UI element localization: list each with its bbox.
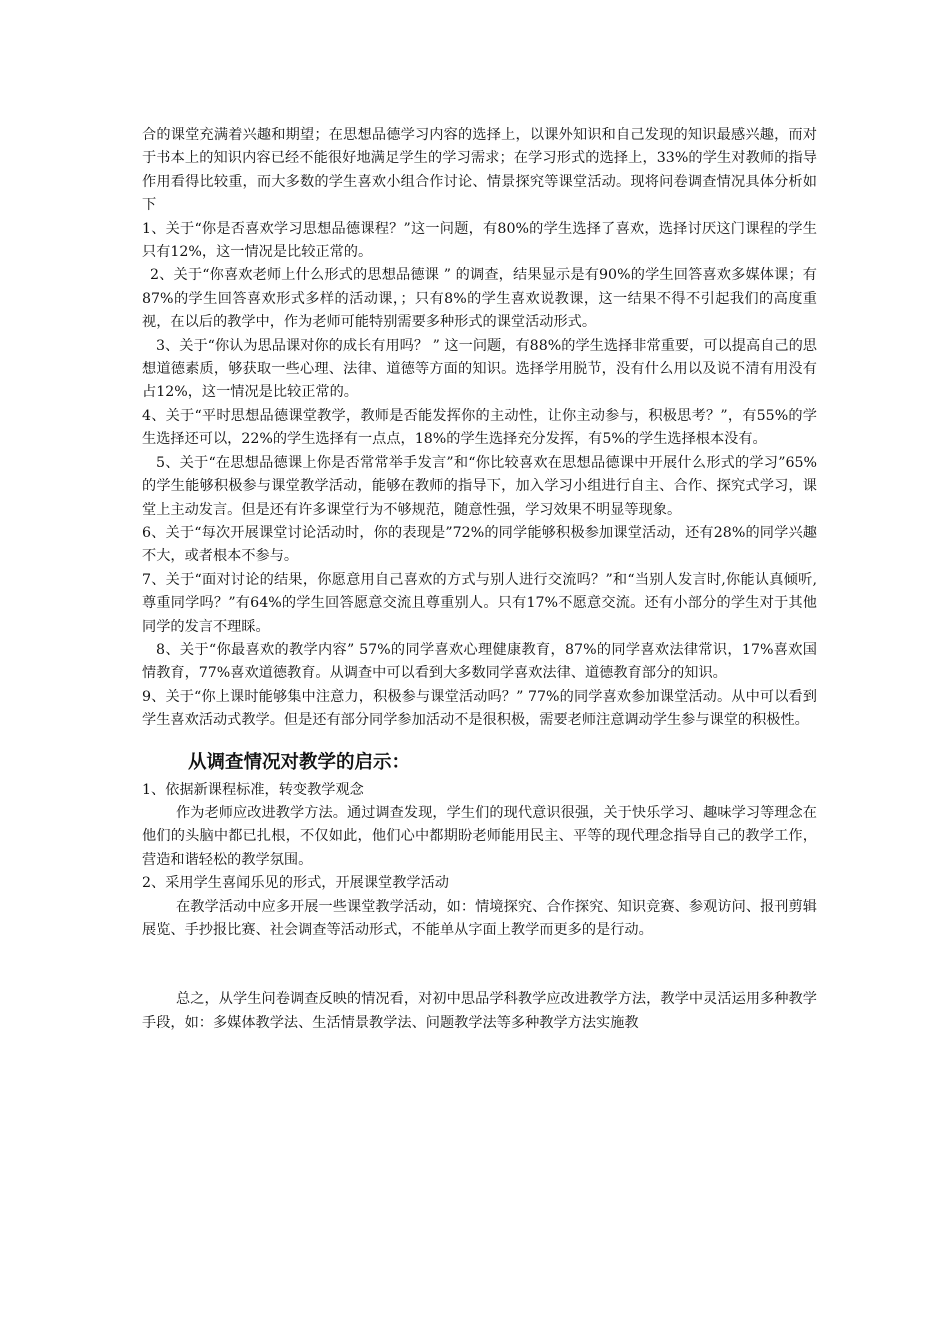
conclusion-paragraph: 总之，从学生问卷调查反映的情况看，对初中思品学科教学应改进教学方法，教学中灵活运用多种教学手段，如：多媒体教学法、生活情景教学法、问题教学法等多种教学方法实施教 [142,991,817,1031]
document-page [142,124,817,1035]
intro-paragraph: 合的课堂充满着兴趣和期望；在思想品德学习内容的选择上，以课外知识和自己发现的知识最感兴趣，而对于书本上的知识内容已经不能很好地满足学生的学习需求；在学习形式的选择上，33%的学生对教师的指导作用看得比较重，而大多数的学生喜欢小组合作讨论、情景探究等课堂活动。现将问卷调查情况具体分析如下 [142,127,817,214]
finding-5-paragraph: 5、关于“在思想品德课上你是否常常举手发言”和“你比较喜欢在思想品德课中开展什么形式的学习”65%的学生能够积极参与课堂教学活动，能够在教师的指导下，加入学习小组进行自主、合作、探究式学习，课堂上主动发言。但是还有许多课堂行为不够规范，随意性强，学习效果不明显等现象。 [142,454,817,518]
point-1-title: 1、依据新课程标准，转变教学观念 [142,781,364,798]
point-2-body: 在教学活动中应多开展一些课堂教学活动，如：情境探究、合作探究、知识竞赛、参观访问、报刊剪辑展览、手抄报比赛、社会调查等活动形式，不能单从字面上教学而更多的是行动。 [142,898,817,938]
point-1-body: 作为老师应改进教学方法。通过调查发现，学生们的现代意识很强，关于快乐学习、趣味学习等理念在他们的头脑中都已扎根，不仅如此，他们心中都期盼老师能用民主、平等的现代理念指导自己的教学工作，营造和谐轻松的教学氛围。 [142,804,817,868]
finding-3-paragraph: 3、关于“你认为思品课对你的成长有用吗？ ” 这一问题，有88%的学生选择非常重要，可以提高自己的思想道德素质，够获取一些心理、法律、道德等方面的知识。选择学用脱节，没有什么用以及说不清有用没有占12%，这一情况是比较正常的。 [142,337,817,401]
finding-6-paragraph: 6、关于“每次开展课堂讨论活动时，你的表现是”72%的同学能够积极参加课堂活动，还有28%的同学兴趣不大，或者根本不参与。 [142,524,817,565]
point-2-title: 2、采用学生喜闻乐见的形式，开展课堂教学活动 [142,875,449,892]
spacer [142,942,817,988]
finding-8-paragraph: 8、关于“你最喜欢的教学内容” 57%的同学喜欢心理健康教育，87%的同学喜欢法律常识，17%喜欢国情教育，77%喜欢道德教育。从调查中可以看到大多数同学喜欢法律、道德教育部分的知识。 [142,641,817,682]
section-heading: 从调查情况对教学的启示： [188,751,411,773]
finding-2-paragraph: 2、关于“你喜欢老师上什么形式的思想品德课 ” 的调查，结果显示是有90%的学生回答喜欢多媒体课；有87%的学生回答喜欢形式多样的活动课，；只有8%的学生喜欢说教课，这一结果不得不引起我们的高度重视，在以后的教学中，作为老师可能特别需要多种形式的课堂活动形式。 [142,267,817,331]
finding-7-paragraph: 7、关于“面对讨论的结果，你愿意用自己喜欢的方式与别人进行交流吗？”和“当别人发言时,你能认真倾听,尊重同学吗？”有64%的学生回答愿意交流且尊重别人。只有17%不愿意交流。还有小部分的学生对于其他同学的发言不理睬。 [142,571,817,635]
finding-9-paragraph: 9、关于“你上课时能够集中注意力，积极参与课堂活动吗？” 77%的同学喜欢参加课堂活动。从中可以看到学生喜欢活动式教学。但是还有部分同学参加活动不是很积极，需要老师注意调动学生参与课堂的积极性。 [142,688,817,729]
finding-1-paragraph: 1、关于“你是否喜欢学习思想品德课程？”这一问题，有80%的学生选择了喜欢，选择讨厌这门课程的学生只有12%，这一情况是比较正常的。 [142,220,817,261]
finding-4-paragraph: 4、关于“平时思想品德课堂教学，教师是否能发挥你的主动性，让你主动参与，积极思考？”，有55%的学生选择还可以，22%的学生选择有一点点，18%的学生选择充分发挥，有5%的学生选择根本没有。 [142,407,817,448]
